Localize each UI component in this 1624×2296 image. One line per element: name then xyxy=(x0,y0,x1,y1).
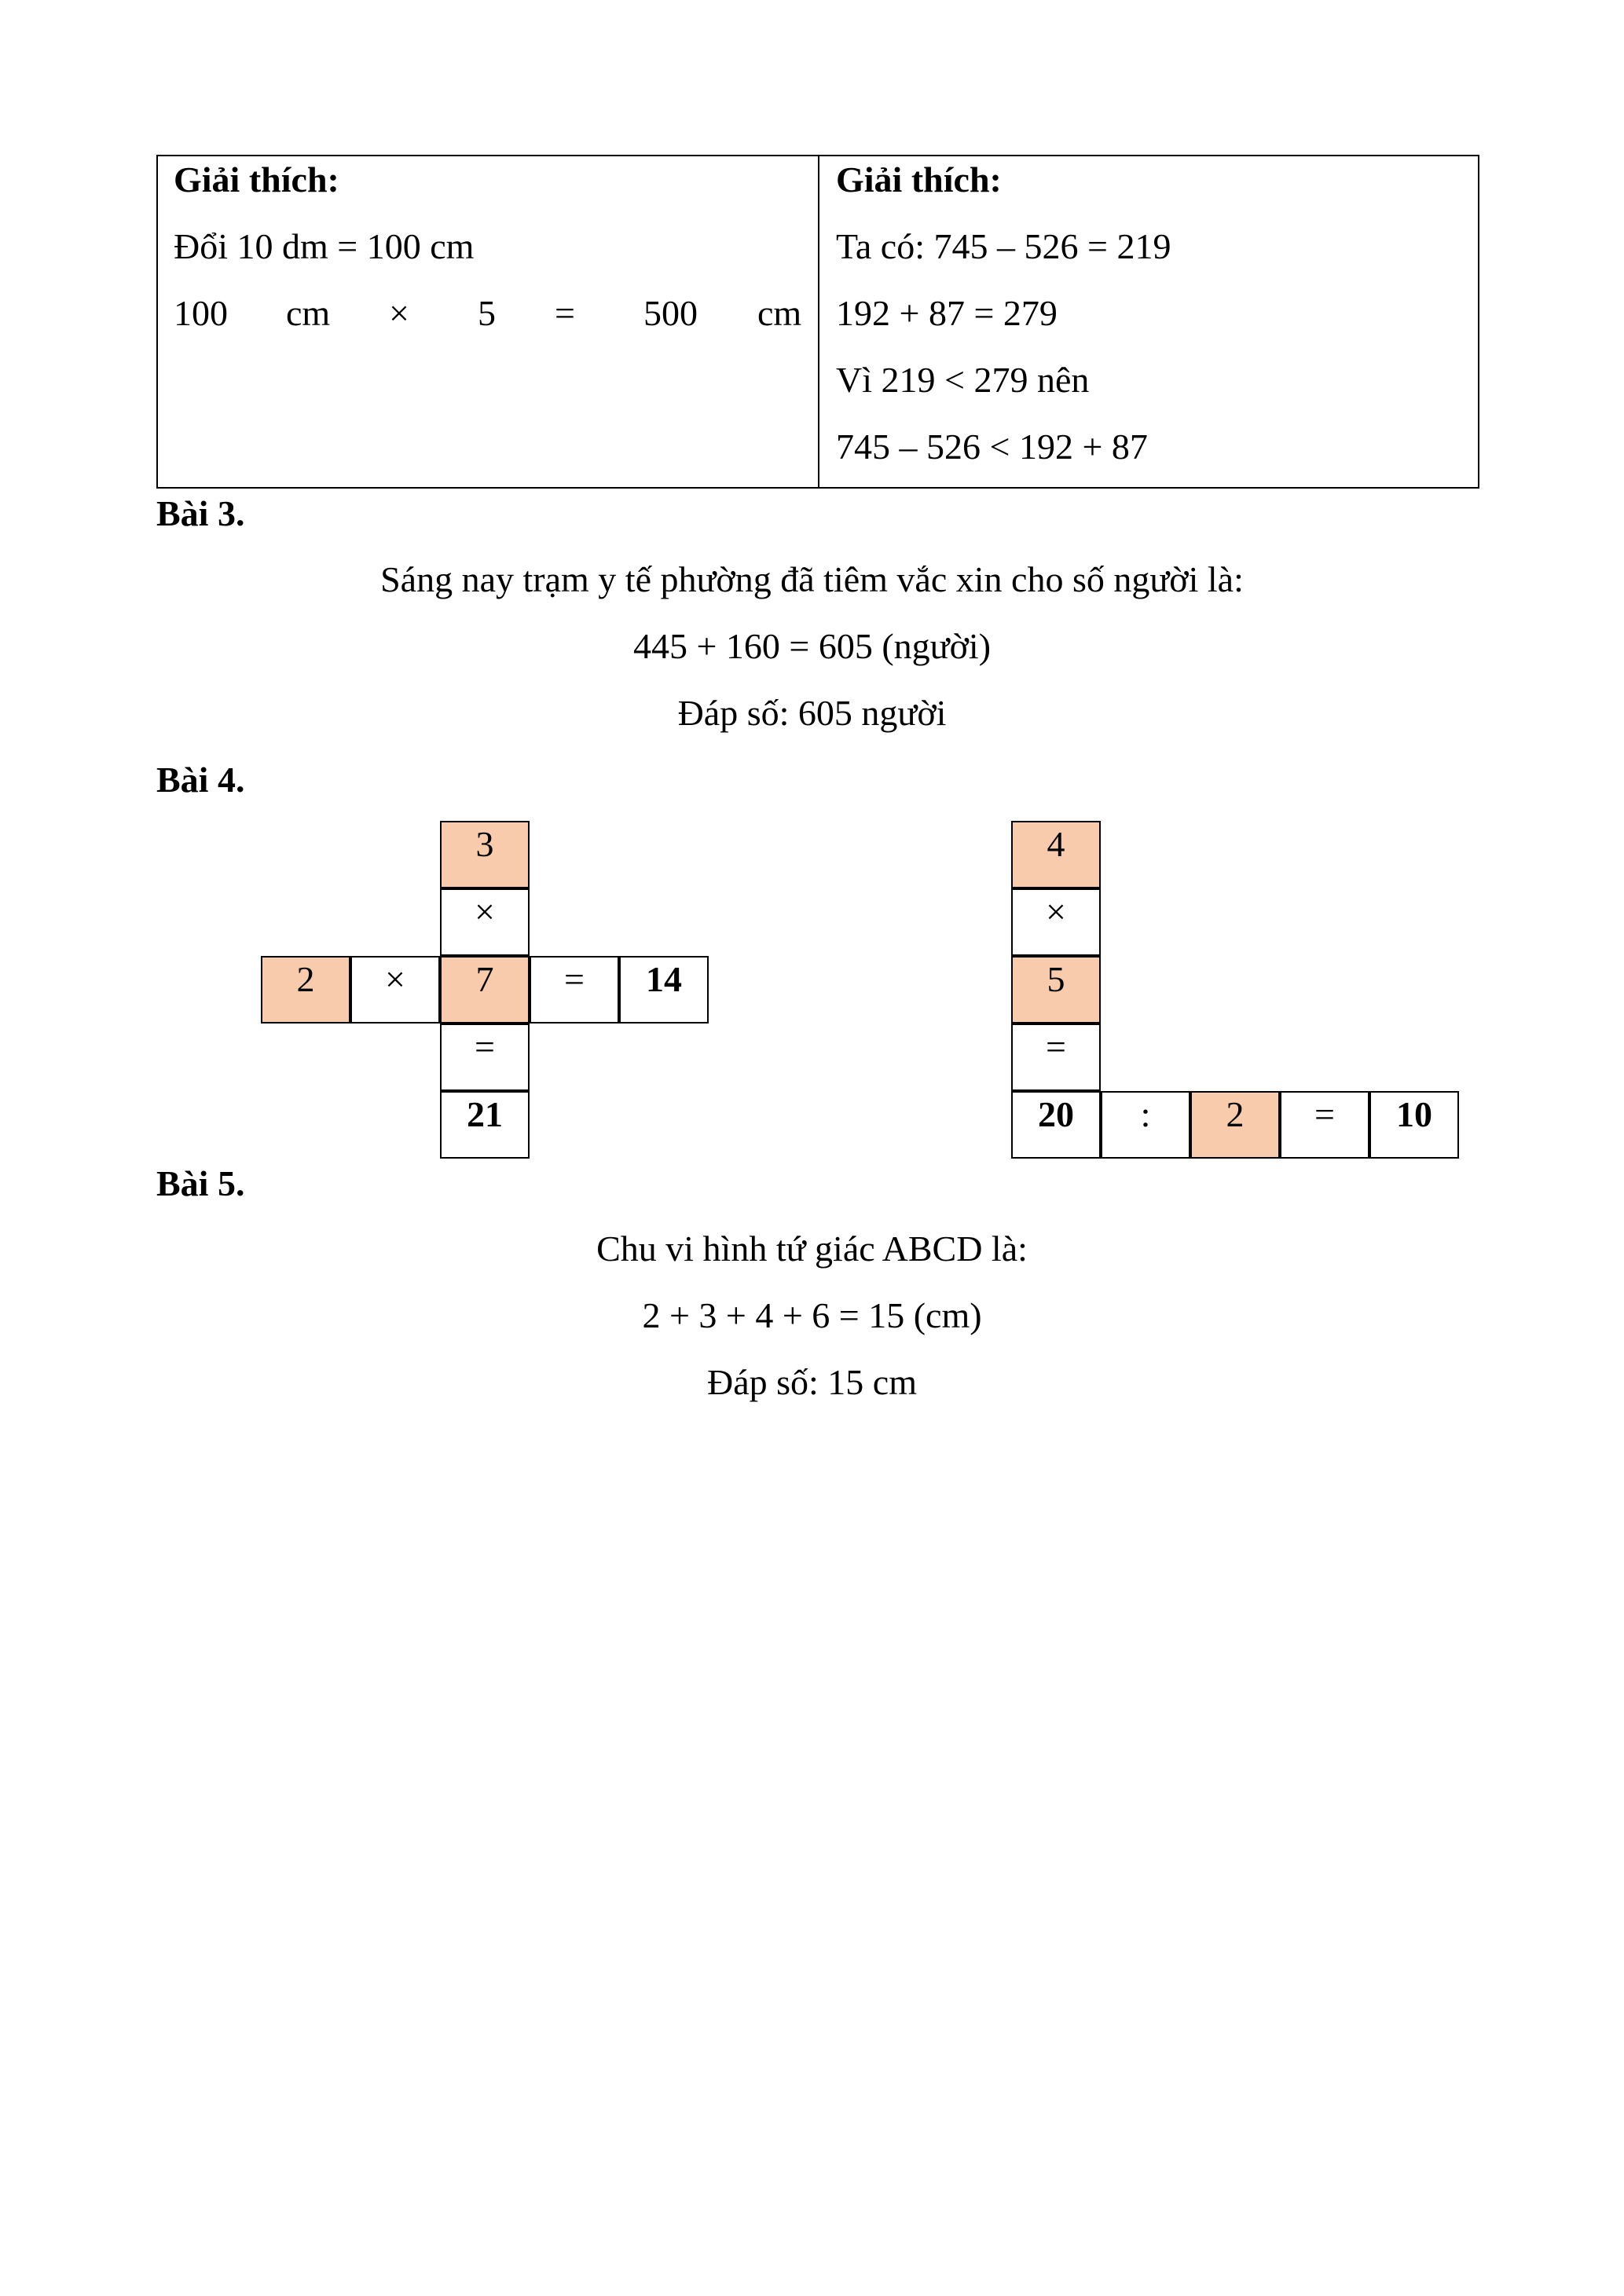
right-heading: Giải thích: xyxy=(836,159,1002,200)
table-divider xyxy=(818,156,819,487)
right-line-2: 192 + 87 = 279 xyxy=(836,293,1058,333)
explanation-table xyxy=(156,155,1479,489)
puzzle2-cell: 4 xyxy=(1011,821,1101,888)
puzzle2-cell: 10 xyxy=(1369,1091,1459,1159)
puzzle1-cell: 21 xyxy=(440,1091,530,1159)
bai5-line-1: Chu vi hình tứ giác ABCD là: xyxy=(596,1229,1028,1269)
left-line-1: Đổi 10 dm = 100 cm xyxy=(174,226,475,266)
puzzle1-cell: × xyxy=(350,956,440,1023)
bai3-answer: Đáp số: 605 người xyxy=(677,693,947,733)
right-line-4: 745 – 526 < 192 + 87 xyxy=(836,427,1148,467)
puzzle1-cell: = xyxy=(530,956,619,1023)
puzzle1-cell: 3 xyxy=(440,821,530,888)
puzzle2-cell: : xyxy=(1101,1091,1190,1159)
puzzle2-cell: = xyxy=(1280,1091,1369,1159)
left-heading: Giải thích: xyxy=(174,159,339,200)
left-line-2-equals: = xyxy=(555,293,575,333)
right-line-3: Vì 219 < 279 nên xyxy=(836,360,1090,400)
puzzle2-cell: 2 xyxy=(1190,1091,1280,1159)
bai5-answer: Đáp số: 15 cm xyxy=(706,1362,917,1402)
left-line-2-unit1: cm xyxy=(286,293,331,333)
puzzle1-cell: × xyxy=(440,888,530,956)
left-line-2-unit2: cm xyxy=(757,293,802,333)
puzzle1-cell: 7 xyxy=(440,956,530,1023)
left-line-2-result: 500 xyxy=(643,293,698,333)
puzzle2-cell: 20 xyxy=(1011,1091,1101,1159)
puzzle1-cell: = xyxy=(440,1023,530,1091)
left-line-2-num2: 5 xyxy=(478,293,496,333)
bai3-line-2: 445 + 160 = 605 (người) xyxy=(632,626,992,666)
puzzle1-cell: 14 xyxy=(619,956,709,1023)
left-line-2-num1: 100 xyxy=(174,293,228,333)
bai5-heading: Bài 5. xyxy=(156,1163,245,1203)
puzzle2-cell: 5 xyxy=(1011,956,1101,1023)
puzzle2-cell: × xyxy=(1011,888,1101,956)
puzzle2-cell: = xyxy=(1011,1023,1101,1091)
bai3-heading: Bài 3. xyxy=(156,493,245,533)
left-line-2-times: × xyxy=(389,293,409,333)
right-line-1: Ta có: 745 – 526 = 219 xyxy=(836,226,1171,266)
puzzle1-cell: 2 xyxy=(261,956,350,1023)
bai4-heading: Bài 4. xyxy=(156,760,245,800)
bai3-line-1: Sáng nay trạm y tế phường đã tiêm vắc xin cho số người là: xyxy=(380,559,1244,599)
bai5-line-2: 2 + 3 + 4 + 6 = 15 (cm) xyxy=(642,1295,982,1335)
